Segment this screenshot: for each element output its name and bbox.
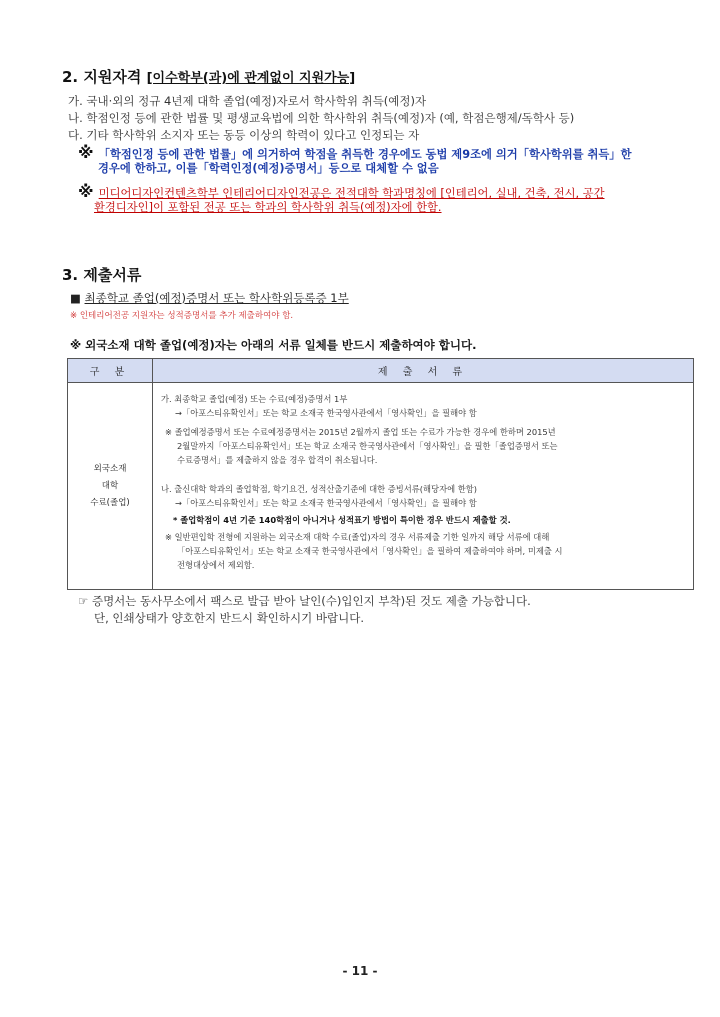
interior-note: ※ 인테리어전공 지원자는 성적증명서를 추가 제출하여야 함. <box>70 311 294 321</box>
doc-c1: ※ 일반편입학 전형에 지원하는 외국소재 대학 수료(졸업)자의 경우 서류제출 기한 일까지 해당 서류에 대해 <box>165 532 550 542</box>
bottom-note-1: ☞ 증명서는 동사무소에서 팩스로 발급 받아 날인(수)입인지 부착)된 것도 제출 가능합니다. <box>78 594 531 608</box>
category-line-3: 수료(졸업) <box>90 497 130 508</box>
doc-c3: 전형대상에서 제외함. <box>177 560 255 570</box>
section2-item-b: 나. 학점인정 등에 관한 법률 및 평생교육법에 의한 학사학위 취득(예정)자 (예, 학점은행제/독학사 등) <box>68 111 575 125</box>
doc-a2: →「아포스티유확인서」또는 학교 소재국 한국영사관에서「영사확인」을 필해야 함 <box>175 408 477 418</box>
category-line-2: 대학 <box>101 480 119 491</box>
section3-number: 3. <box>62 266 79 284</box>
category-cell <box>68 383 153 590</box>
doc-a1: 가. 최종학교 졸업(예정) 또는 수료(예정)증명서 1부 <box>161 394 348 404</box>
section2-subtitle: [이수학부(과)에 관계없이 지원가능] <box>146 71 356 86</box>
table-row <box>68 383 694 590</box>
doc-b3: * 졸업학점이 4년 기준 140학점이 아니거나 성적표기 방법이 특이한 경우 반드시 제출할 것. <box>173 515 511 525</box>
doc-a5: 수료증명서」를 제출하지 않을 경우 합격이 취소됩니다. <box>177 455 378 465</box>
section3-title: 제출서류 <box>83 266 142 284</box>
documents-cell <box>153 383 694 590</box>
note2-line1: 미디어디자인컨텐츠학부 인테리어디자인전공은 전적대학 학과명칭에 [인테리어, 실내, 건축, 전시, 공간 <box>98 187 605 200</box>
doc-b1: 나. 출신대학 학과의 졸업학점, 학기요건, 성적산출기준에 대한 증빙서류(해당자에 한함) <box>161 484 478 494</box>
section2-number: 2. <box>62 68 79 86</box>
page-number: - 11 - <box>342 964 378 978</box>
documents-table <box>67 358 694 590</box>
doc-b2: →「아포스티유확인서」또는 학교 소재국 한국영사관에서「영사확인」을 필해야 함 <box>175 498 477 508</box>
doc-a4: 2월말까지「아포스티유확인서」또는 학교 소재국 한국영사관에서「영사확인」을 필한「졸업증명서 또는 <box>177 441 558 451</box>
doc-c2: 「아포스티유확인서」또는 학교 소재국 한국영사관에서「영사확인」을 필하여 제출하여야 하며, 미제출 시 <box>177 546 563 556</box>
item-text: 최종학교 졸업(예정)증명서 또는 학사학위등록증 1부 <box>84 291 349 305</box>
note1-mark: ※ <box>78 143 94 162</box>
section2-heading <box>62 66 355 87</box>
section2-item-a: 가. 국내·외의 정규 4년제 대학 졸업(예정)자로서 학사학위 취득(예정)자 <box>68 94 427 108</box>
table-header-category: 구 분 <box>68 359 153 383</box>
item-mark: ■ <box>70 291 81 305</box>
note2-mark: ※ <box>78 182 94 201</box>
foreign-note: ※ 외국소재 대학 졸업(예정)자는 아래의 서류 일체를 반드시 제출하여야 합니다. <box>70 338 477 352</box>
section3-heading <box>62 264 141 285</box>
note2-line2: 환경디자인]이 포함된 전공 또는 학과의 학사학위 취득(예정)자에 한함. <box>94 201 442 214</box>
section2-item-c: 다. 기타 학사학위 소지자 또는 동등 이상의 학력이 있다고 인정되는 자 <box>68 128 420 142</box>
bottom-note-2: 단, 인쇄상태가 양호한지 반드시 확인하시기 바랍니다. <box>94 611 364 625</box>
note1-line2: 경우에 한하고, 이를「학력인정(예정)증명서」등으로 대체할 수 없음 <box>98 162 439 175</box>
category-line-1: 외국소재 <box>93 463 127 474</box>
section3-item <box>70 290 349 306</box>
section2-title: 지원자격 <box>83 68 142 86</box>
doc-a3: ※ 졸업예정증명서 또는 수료예정증명서는 2015년 2월까지 졸업 또는 수료가 가능한 경우에 한하며 2015년 <box>165 427 556 437</box>
note1-line1: 「학점인정 등에 관한 법률」에 의거하여 학점을 취득한 경우에도 동법 제9조에 의거「학사학위를 취득」한 <box>98 148 632 161</box>
table-header-documents: 제 출 서 류 <box>153 359 694 383</box>
